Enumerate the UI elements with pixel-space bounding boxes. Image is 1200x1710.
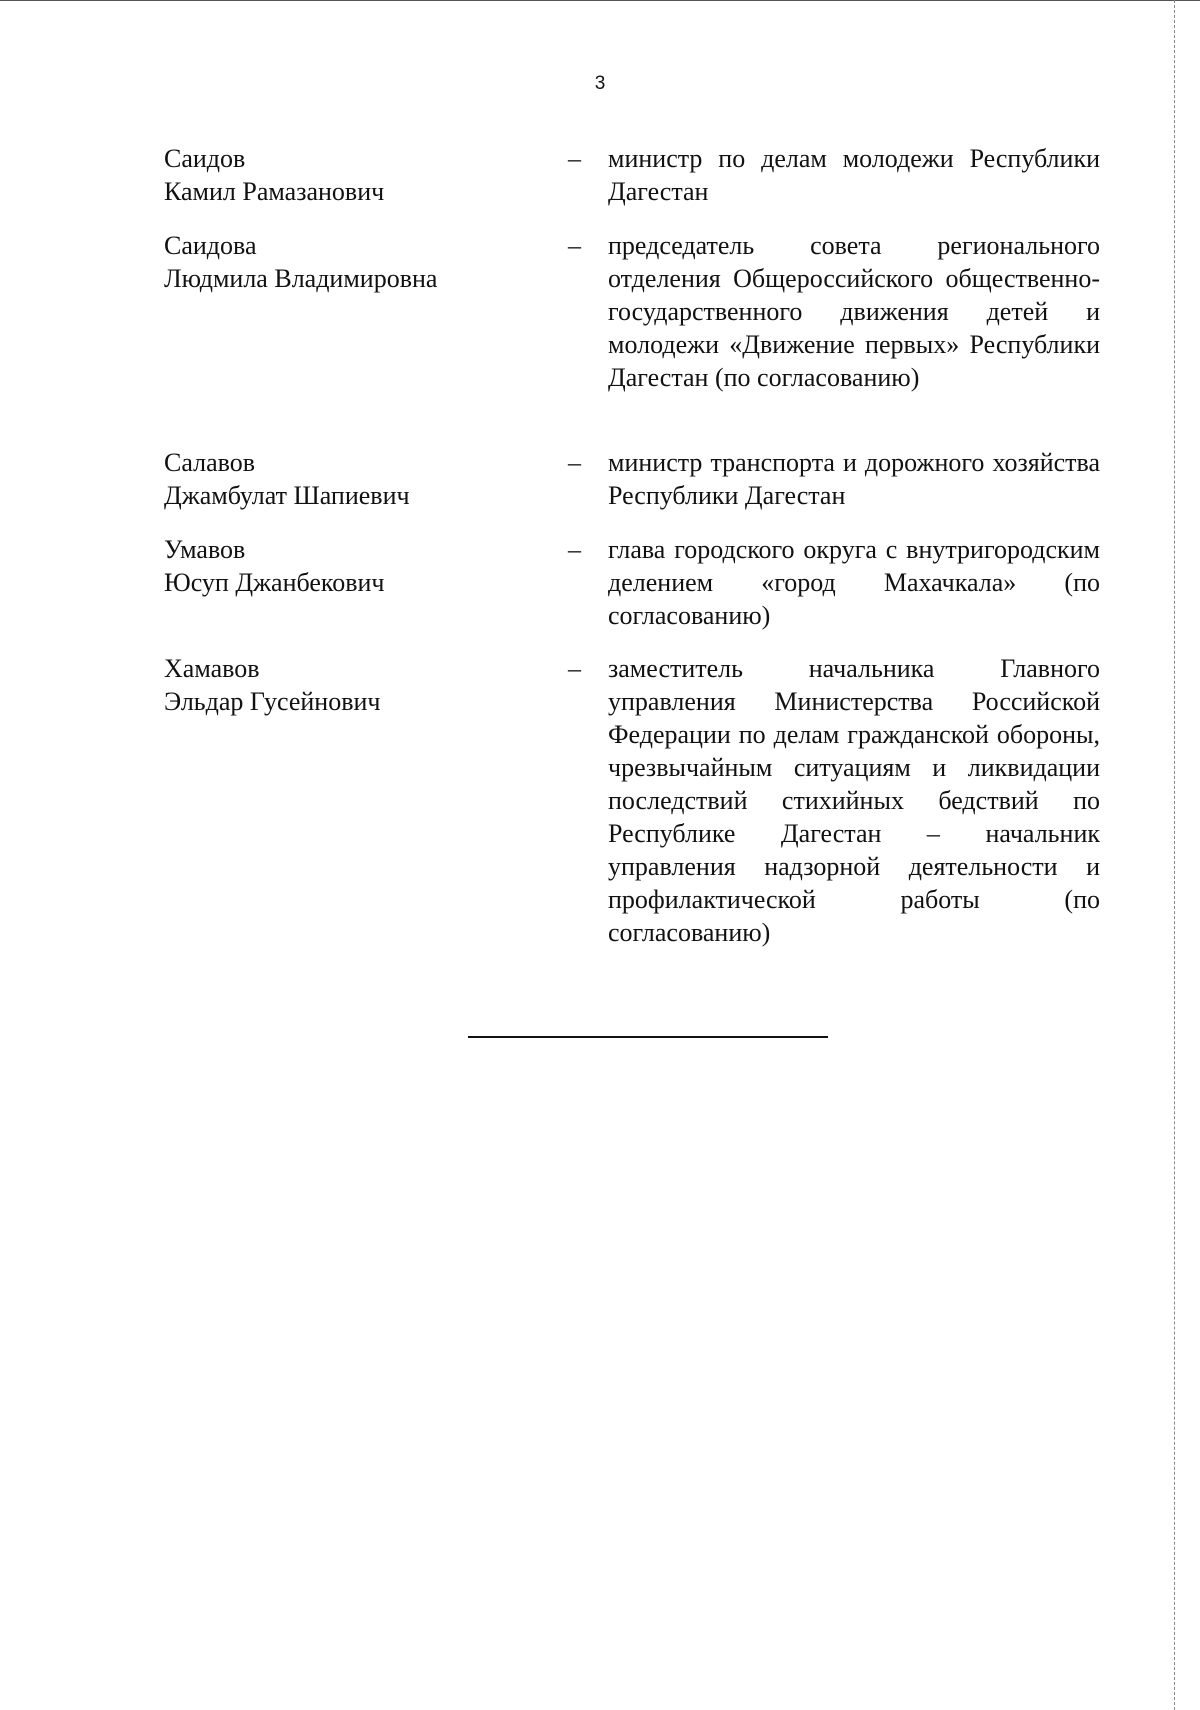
entry-dash: – <box>568 654 581 683</box>
member-surname: Саидова <box>164 231 257 260</box>
member-surname: Салавов <box>164 448 255 477</box>
member-position: председатель совета регионального отделения Общероссийского общественно-государственного движения детей и молодежи «Движение первых» Республики Дагестан (по согласованию) <box>608 231 1100 392</box>
member-name <box>164 533 524 599</box>
page-number: 3 <box>594 73 606 94</box>
member-name <box>164 142 524 208</box>
member-name <box>164 652 524 718</box>
member-name <box>164 229 524 295</box>
member-given-names: Людмила Владимировна <box>164 264 438 293</box>
closing-rule <box>468 1036 828 1038</box>
member-name <box>164 446 524 512</box>
entry-dash: – <box>568 231 581 260</box>
member-given-names: Юсуп Джанбекович <box>164 568 385 597</box>
member-position: заместитель начальника Главного управления Министерства Российской Федерации по делам гражданской обороны, чрезвычайным ситуациям и ликвидации последствий стихийных бедствий по Республике Дагестан – начальник управления надзорной деятельности и профилактической работы (по согласованию) <box>608 654 1100 947</box>
member-surname: Хамавов <box>164 654 260 683</box>
entry-dash: – <box>568 144 581 173</box>
member-position: глава городского округа с внутригородским делением «город Махачкала» (по согласованию) <box>608 535 1100 630</box>
member-given-names: Камил Рамазанович <box>164 177 385 206</box>
entry-dash: – <box>568 448 581 477</box>
member-surname: Умавов <box>164 535 246 564</box>
member-position: министр транспорта и дорожного хозяйства Республики Дагестан <box>608 448 1100 510</box>
member-given-names: Эльдар Гусейнович <box>164 687 381 716</box>
member-given-names: Джамбулат Шапиевич <box>164 481 410 510</box>
scan-edge-top <box>0 0 1200 1</box>
entry-dash: – <box>568 535 581 564</box>
member-position: министр по делам молодежи Республики Дагестан <box>608 144 1100 206</box>
member-surname: Саидов <box>164 144 246 173</box>
scan-edge-right <box>1174 0 1175 1710</box>
